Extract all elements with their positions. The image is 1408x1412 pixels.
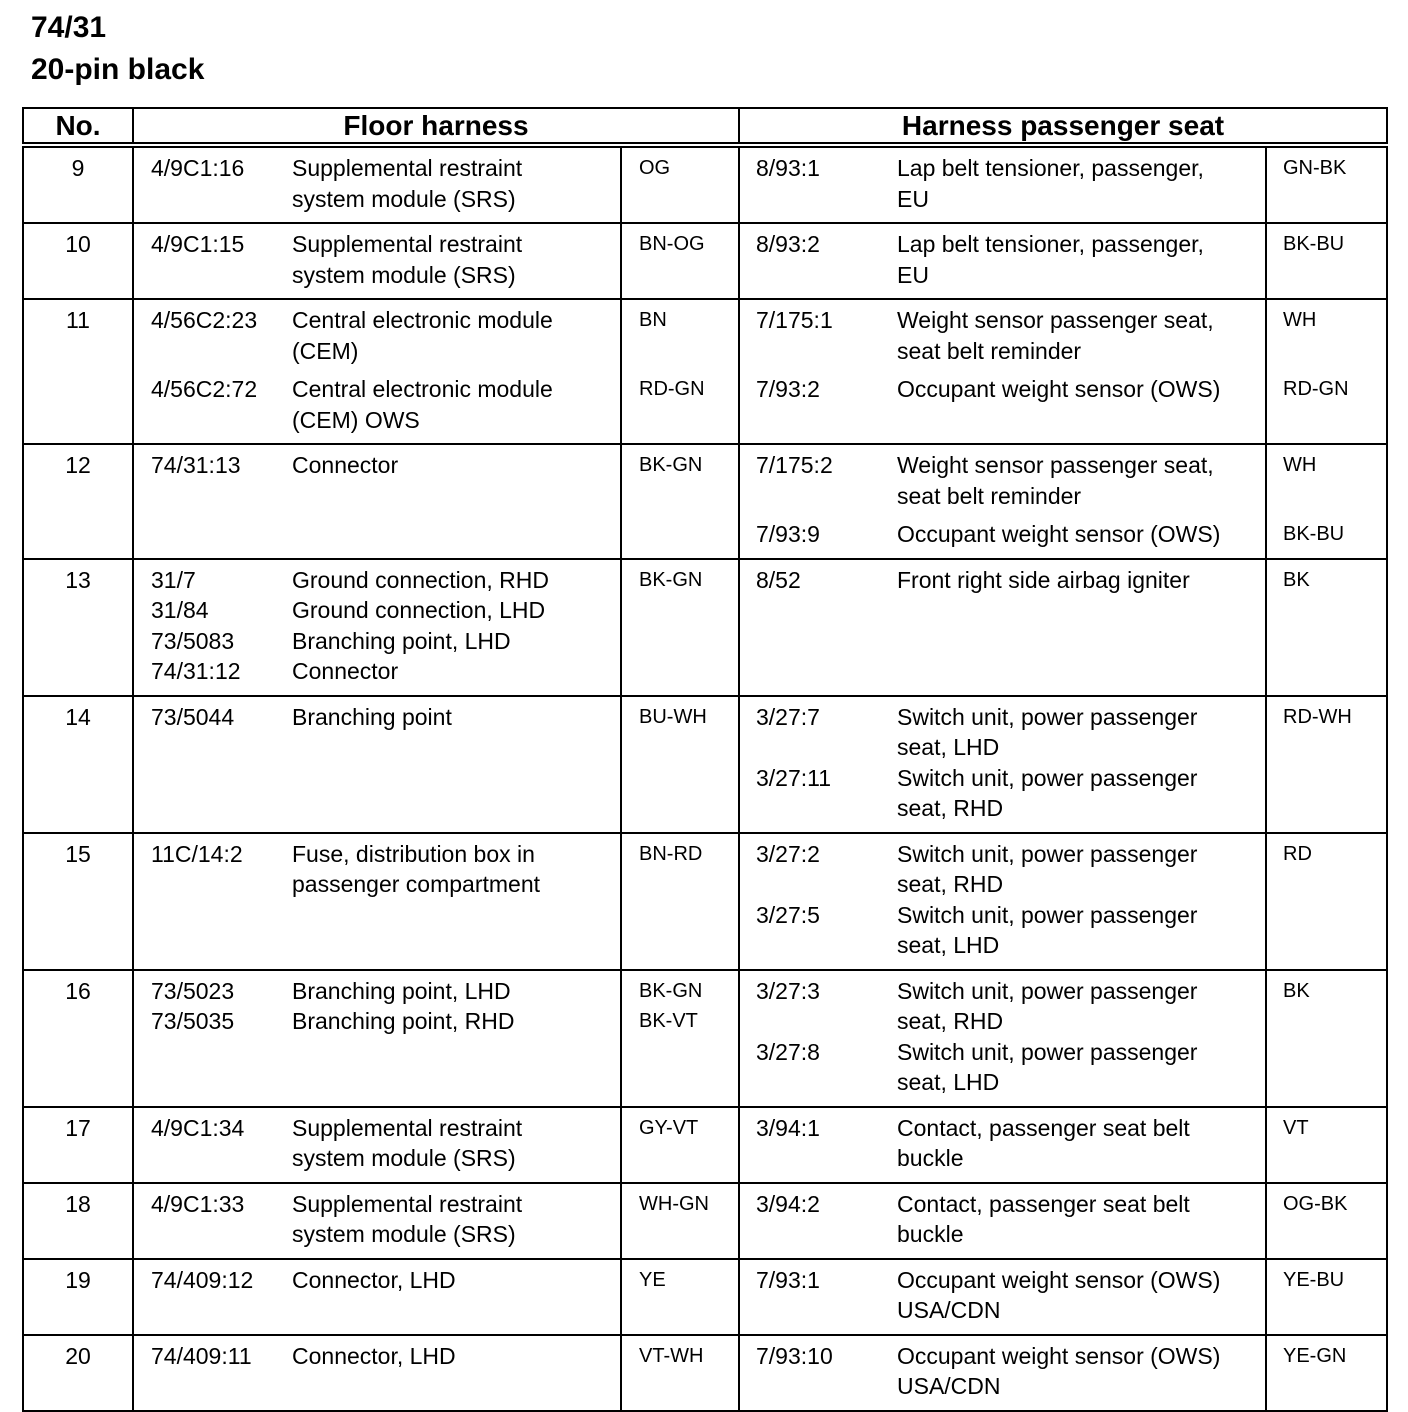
description-line: Switch unit, power passenger	[897, 703, 1198, 730]
description-line: seat, RHD	[897, 795, 1004, 821]
wire-color: VT	[1283, 1116, 1309, 1139]
entry	[897, 305, 1265, 366]
seat-harness-code	[739, 559, 880, 696]
description-line: Lap belt tensioner, passenger,	[897, 155, 1204, 181]
floor-harness-wire-color	[621, 559, 739, 696]
component-code: 4/56C2:72	[151, 376, 258, 402]
seat-harness-code	[739, 223, 880, 299]
component-code: 7/93:9	[756, 521, 820, 547]
component-code: 7/93:1	[756, 1266, 820, 1293]
seat-harness-description	[880, 696, 1266, 833]
floor-harness-description	[274, 1107, 621, 1183]
description-line: Weight sensor passenger seat,	[897, 307, 1214, 333]
seat-harness-wire-color	[1266, 1107, 1387, 1183]
entry	[897, 763, 1265, 824]
connector-id: 74/31	[31, 11, 107, 44]
table-row	[23, 223, 1387, 299]
entry	[897, 229, 1265, 290]
component-code: 31/7	[151, 566, 196, 593]
seat-harness-wire-color	[1266, 559, 1387, 696]
floor-harness-description	[274, 444, 621, 559]
entry	[292, 229, 620, 290]
page-title	[31, 7, 204, 91]
pin-number: 15	[23, 833, 133, 970]
component-code: 74/31:12	[151, 658, 241, 684]
description-line: (CEM) OWS	[292, 406, 420, 433]
description-line: buckle	[897, 1221, 964, 1247]
seat-harness-wire-color	[1266, 299, 1387, 444]
seat-harness-description	[880, 444, 1266, 559]
seat-harness-code	[739, 1183, 880, 1259]
entry	[897, 565, 1265, 596]
pin-number: 20	[23, 1335, 133, 1411]
description-line: seat belt reminder	[897, 337, 1082, 364]
entry	[897, 1265, 1265, 1326]
description-line: Central electronic module	[292, 376, 553, 402]
entry	[292, 976, 620, 1007]
entry	[897, 519, 1265, 550]
component-code: 73/5083	[151, 627, 235, 654]
seat-harness-wire-color	[1266, 145, 1387, 223]
wire-color: BK	[1283, 979, 1310, 1002]
floor-harness-description	[274, 970, 621, 1107]
description-line: Contact, passenger seat belt	[897, 1114, 1190, 1141]
description-line: Ground connection, RHD	[292, 566, 549, 593]
description-line: Occupant weight sensor (OWS)	[897, 521, 1221, 547]
wire-color: GY-VT	[639, 1116, 699, 1139]
component-code: 74/409:11	[151, 1342, 252, 1369]
table-row	[23, 833, 1387, 970]
table-row	[23, 1107, 1387, 1183]
component-code: 7/175:1	[756, 307, 833, 333]
seat-harness-code	[739, 1107, 880, 1183]
floor-harness-wire-color	[621, 223, 739, 299]
description-line: system module (SRS)	[292, 185, 516, 212]
wire-color: RD-GN	[1283, 378, 1349, 400]
floor-harness-code	[133, 1107, 274, 1183]
component-code: 4/9C1:16	[151, 155, 245, 181]
seat-harness-wire-color	[1266, 696, 1387, 833]
description-line: Central electronic module	[292, 307, 553, 333]
component-code: 3/27:8	[756, 1038, 820, 1065]
header-passenger-seat-harness: Harness passenger seat	[739, 108, 1387, 145]
table-row	[23, 1335, 1387, 1411]
floor-harness-description	[274, 559, 621, 696]
description-line: system module (SRS)	[292, 1145, 516, 1171]
wire-color: BN	[639, 309, 667, 331]
seat-harness-description	[880, 833, 1266, 970]
description-line: Switch unit, power passenger	[897, 840, 1198, 867]
wire-color: GN-BK	[1283, 157, 1347, 179]
description-line: Branching point, RHD	[292, 1008, 515, 1034]
pin-number: 19	[23, 1259, 133, 1335]
description-line: system module (SRS)	[292, 1221, 516, 1247]
description-line: Contact, passenger seat belt	[897, 1190, 1190, 1217]
wire-color: YE-BU	[1283, 1268, 1345, 1291]
description-line: Occupant weight sensor (OWS)	[897, 376, 1221, 402]
floor-harness-wire-color	[621, 1259, 739, 1335]
description-line: Fuse, distribution box in	[292, 840, 535, 867]
floor-harness-wire-color	[621, 696, 739, 833]
table-row	[23, 1183, 1387, 1259]
floor-harness-description	[274, 1335, 621, 1411]
entry	[897, 900, 1265, 961]
entry	[897, 1341, 1265, 1402]
component-code: 3/94:1	[756, 1114, 820, 1141]
component-code: 11C/14:2	[151, 840, 243, 867]
floor-harness-code	[133, 223, 274, 299]
wire-color: BU-WH	[639, 705, 707, 728]
floor-harness-code	[133, 696, 274, 833]
floor-harness-code	[133, 1259, 274, 1335]
wire-color: YE	[639, 1268, 666, 1291]
wire-color: VT-WH	[639, 1344, 704, 1367]
description-line: seat, LHD	[897, 734, 1000, 760]
entry	[292, 656, 620, 687]
pin-number: 11	[23, 299, 133, 444]
component-code: 73/5023	[151, 977, 235, 1004]
seat-harness-code	[739, 1259, 880, 1335]
component-code: 7/175:2	[756, 452, 833, 478]
entry	[292, 1113, 620, 1174]
wire-color: BN-OG	[639, 233, 705, 255]
description-line: Switch unit, power passenger	[897, 764, 1198, 791]
pin-number: 17	[23, 1107, 133, 1183]
description-line: Switch unit, power passenger	[897, 901, 1198, 928]
seat-harness-description	[880, 223, 1266, 299]
description-line: Connector, LHD	[292, 1266, 456, 1293]
wire-color: OG-BK	[1283, 1192, 1348, 1215]
description-line: Ground connection, LHD	[292, 597, 546, 623]
pinout-table	[22, 107, 1388, 1412]
connector-description: 20-pin black	[31, 53, 205, 86]
description-line: EU	[897, 261, 929, 288]
wire-color: RD	[1283, 842, 1312, 865]
component-code: 3/27:3	[756, 977, 820, 1004]
component-code: 3/27:5	[756, 901, 820, 928]
entry	[292, 839, 620, 900]
seat-harness-wire-color	[1266, 1183, 1387, 1259]
entry	[292, 565, 620, 596]
description-line: USA/CDN	[897, 1373, 1001, 1399]
floor-harness-wire-color	[621, 970, 739, 1107]
seat-harness-wire-color	[1266, 1335, 1387, 1411]
table-header-row	[23, 108, 1387, 145]
entry	[292, 305, 620, 366]
seat-harness-description	[880, 970, 1266, 1107]
description-line: buckle	[897, 1145, 964, 1171]
pin-number: 18	[23, 1183, 133, 1259]
wire-color: BK-BU	[1283, 523, 1345, 545]
seat-harness-code	[739, 696, 880, 833]
seat-harness-wire-color	[1266, 1259, 1387, 1335]
seat-harness-code	[739, 145, 880, 223]
description-line: Switch unit, power passenger	[897, 1038, 1198, 1065]
component-code: 8/52	[756, 566, 801, 593]
wire-color: WH-GN	[639, 1192, 709, 1215]
pin-number: 12	[23, 444, 133, 559]
entry	[292, 1265, 620, 1296]
entry	[292, 1341, 620, 1372]
component-code: 4/9C1:15	[151, 231, 245, 257]
table-row	[23, 970, 1387, 1107]
pin-number: 9	[23, 145, 133, 223]
entry	[292, 1006, 620, 1037]
wire-color: BK	[1283, 568, 1310, 591]
entry	[897, 702, 1265, 763]
floor-harness-code	[133, 1335, 274, 1411]
floor-harness-description	[274, 696, 621, 833]
floor-harness-code	[133, 299, 274, 444]
table-row	[23, 559, 1387, 696]
description-line: Lap belt tensioner, passenger,	[897, 231, 1204, 257]
floor-harness-wire-color	[621, 1183, 739, 1259]
seat-harness-code	[739, 970, 880, 1107]
floor-harness-description	[274, 299, 621, 444]
component-code: 3/27:7	[756, 703, 820, 730]
wire-color: BK-BU	[1283, 233, 1345, 255]
wire-color: BK-VT	[639, 1010, 698, 1032]
seat-harness-code	[739, 833, 880, 970]
floor-harness-code	[133, 145, 274, 223]
entry	[292, 153, 620, 214]
pin-number: 13	[23, 559, 133, 696]
seat-harness-description	[880, 1335, 1266, 1411]
description-line: seat, RHD	[897, 871, 1004, 897]
component-code: 8/93:2	[756, 231, 820, 257]
component-code: 3/27:11	[756, 764, 832, 791]
component-code: 3/94:2	[756, 1190, 820, 1217]
description-line: Supplemental restraint	[292, 1114, 523, 1141]
table-row	[23, 696, 1387, 833]
wire-color: BK-GN	[639, 568, 703, 591]
wire-color: YE-GN	[1283, 1344, 1347, 1367]
floor-harness-wire-color	[621, 299, 739, 444]
floor-harness-wire-color	[621, 444, 739, 559]
component-code: 31/84	[151, 597, 209, 623]
component-code: 7/93:2	[756, 376, 820, 402]
component-code: 4/9C1:34	[151, 1114, 245, 1141]
description-line: USA/CDN	[897, 1297, 1001, 1323]
component-code: 74/409:12	[151, 1266, 254, 1293]
description-line: seat, LHD	[897, 1069, 1000, 1095]
component-code: 73/5035	[151, 1008, 235, 1034]
component-code: 73/5044	[151, 703, 235, 730]
description-line: Weight sensor passenger seat,	[897, 452, 1214, 478]
seat-harness-wire-color	[1266, 444, 1387, 559]
entry	[897, 1037, 1265, 1098]
floor-harness-code	[133, 559, 274, 696]
floor-harness-wire-color	[621, 833, 739, 970]
wire-color: BK-GN	[639, 979, 703, 1002]
seat-harness-code	[739, 299, 880, 444]
seat-harness-description	[880, 559, 1266, 696]
description-line: Connector	[292, 658, 399, 684]
floor-harness-code	[133, 1183, 274, 1259]
floor-harness-description	[274, 1259, 621, 1335]
seat-harness-wire-color	[1266, 970, 1387, 1107]
description-line: Branching point, LHD	[292, 627, 511, 654]
description-line: EU	[897, 185, 929, 212]
entry	[292, 1189, 620, 1250]
seat-harness-description	[880, 1107, 1266, 1183]
description-line: Occupant weight sensor (OWS)	[897, 1342, 1221, 1369]
description-line: Connector, LHD	[292, 1342, 456, 1369]
description-line: Supplemental restraint	[292, 155, 523, 181]
table-row	[23, 145, 1387, 223]
table-row	[23, 444, 1387, 559]
seat-harness-description	[880, 145, 1266, 223]
pin-rows	[23, 145, 1387, 1411]
floor-harness-description	[274, 145, 621, 223]
entry	[897, 374, 1265, 405]
table-row	[23, 1259, 1387, 1335]
description-line: seat, RHD	[897, 1008, 1004, 1034]
seat-harness-code	[739, 1335, 880, 1411]
wire-color: OG	[639, 157, 671, 179]
description-line: Occupant weight sensor (OWS)	[897, 1266, 1221, 1293]
floor-harness-wire-color	[621, 145, 739, 223]
description-line: Supplemental restraint	[292, 231, 523, 257]
component-code: 8/93:1	[756, 155, 820, 181]
entry	[897, 1113, 1265, 1174]
floor-harness-description	[274, 833, 621, 970]
component-code: 7/93:10	[756, 1342, 833, 1369]
component-code: 74/31:13	[151, 452, 241, 478]
pin-number: 16	[23, 970, 133, 1107]
entry	[292, 595, 620, 626]
seat-harness-description	[880, 299, 1266, 444]
description-line: Switch unit, power passenger	[897, 977, 1198, 1004]
header-floor-harness: Floor harness	[133, 108, 739, 145]
seat-harness-description	[880, 1259, 1266, 1335]
entry	[292, 702, 620, 733]
floor-harness-code	[133, 833, 274, 970]
description-line: passenger compartment	[292, 871, 541, 897]
seat-harness-description	[880, 1183, 1266, 1259]
wire-color: RD-GN	[639, 378, 705, 400]
description-line: Front right side airbag igniter	[897, 566, 1190, 593]
seat-harness-wire-color	[1266, 833, 1387, 970]
entry	[292, 626, 620, 657]
floor-harness-description	[274, 223, 621, 299]
description-line: system module (SRS)	[292, 261, 516, 288]
description-line: seat belt reminder	[897, 482, 1082, 509]
entry	[292, 450, 620, 481]
seat-harness-code	[739, 444, 880, 559]
wire-color: BN-RD	[639, 842, 703, 865]
component-code: 4/56C2:23	[151, 307, 258, 333]
table-row	[23, 299, 1387, 444]
floor-harness-code	[133, 970, 274, 1107]
component-code: 3/27:2	[756, 840, 820, 867]
wire-color: RD-WH	[1283, 705, 1352, 728]
description-line: seat, LHD	[897, 932, 1000, 958]
seat-harness-wire-color	[1266, 223, 1387, 299]
entry	[897, 1189, 1265, 1250]
wire-color: BK-GN	[639, 454, 703, 476]
floor-harness-code	[133, 444, 274, 559]
header-no: No.	[23, 108, 133, 145]
component-code: 4/9C1:33	[151, 1190, 245, 1217]
floor-harness-wire-color	[621, 1107, 739, 1183]
entry	[897, 450, 1265, 511]
entry	[897, 976, 1265, 1037]
entry	[292, 374, 620, 435]
pin-number: 10	[23, 223, 133, 299]
description-line: (CEM)	[292, 337, 359, 364]
description-line: Branching point, LHD	[292, 977, 511, 1004]
entry	[897, 153, 1265, 214]
entry	[897, 839, 1265, 900]
floor-harness-wire-color	[621, 1335, 739, 1411]
wire-color: WH	[1283, 309, 1317, 331]
description-line: Branching point	[292, 703, 452, 730]
pin-number: 14	[23, 696, 133, 833]
description-line: Connector	[292, 452, 399, 478]
floor-harness-description	[274, 1183, 621, 1259]
wire-color: WH	[1283, 454, 1317, 476]
description-line: Supplemental restraint	[292, 1190, 523, 1217]
